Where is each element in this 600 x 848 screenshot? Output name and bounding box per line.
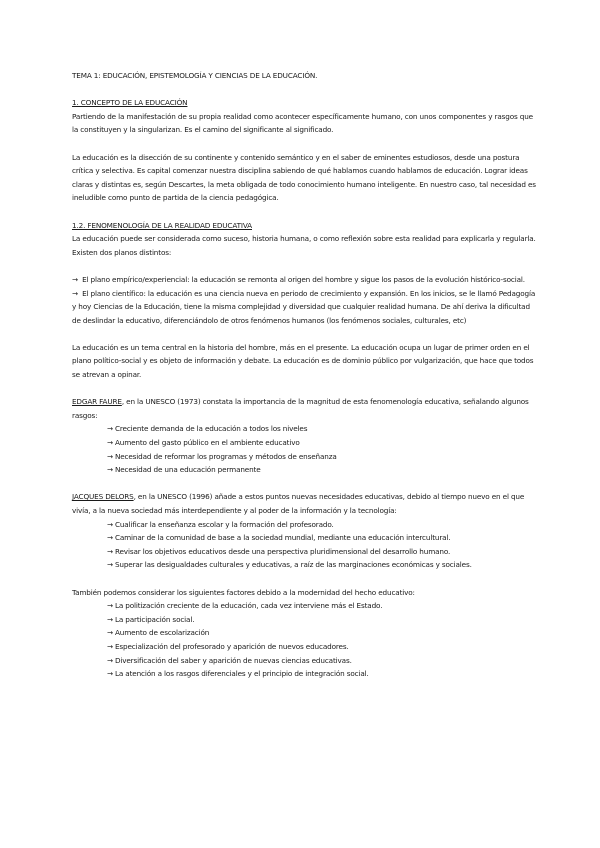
- arrow-icon: →: [107, 628, 113, 638]
- faure-paragraph: EDGAR FAURE, en la UNESCO (1973) constata la importancia de la magnitud de esta fenomenología educativa, señalando algunos rasgos:: [72, 397, 529, 420]
- plane-item: → El plano científico: la educación es una ciencia nueva en periodo de crecimiento y expansión. En los inicios, se le llamó Pedagogía y hoy Ciencias de la Educación, tiene la misma complejidad y diversidad que cualquier realidad humana. De ahí deriva la dificultad de deslindar la educativo, diferenciándolo de otros fenómenos humanos (los fenómenos sociales, culturales, etc): [72, 288, 536, 325]
- arrow-icon: →: [107, 424, 113, 434]
- arrow-icon: →: [107, 641, 113, 651]
- list-item: → La politización creciente de la educación, cada vez interviene más el Estado.: [107, 601, 383, 611]
- paragraph: La educación puede ser considerada como suceso, historia humana, o como reflexión sobre esta realidad para explicarla y regularla. Existen dos planos distintos:: [72, 234, 536, 257]
- arrow-icon: →: [72, 288, 78, 298]
- section-heading-fenomenologia: 1.2. FENOMENOLOGÍA DE LA REALIDAD EDUCATIVA: [72, 220, 252, 230]
- list-item: → Especialización del profesorado y aparición de nuevos educadores.: [107, 641, 349, 651]
- paragraph: La educación es un tema central en la historia del hombre, más en el presente. La educación ocupa un lugar de primer orden en el plano político-social y es objeto de información y debate. La educación es de dominio público por vulgarización, que hace que todos se atrevan a opinar.: [72, 342, 534, 380]
- list-item: → Caminar de la comunidad de base a la sociedad mundial, mediante una educación intercultural.: [107, 533, 451, 543]
- arrow-icon: →: [107, 669, 113, 679]
- list-item: → Revisar los objetivos educativos desde una perspectiva pluridimensional del desarrollo humano.: [107, 546, 451, 556]
- faure-list: [72, 422, 540, 476]
- arrow-icon: →: [107, 560, 113, 570]
- list-item: → Necesidad de reformar los programas y métodos de enseñanza: [107, 451, 337, 461]
- list-item: → La participación social.: [107, 614, 195, 624]
- section-heading-concepto: 1. CONCEPTO DE LA EDUCACIÓN: [72, 98, 188, 108]
- arrow-icon: →: [107, 655, 113, 665]
- plane-item: → El plano empírico/experiencial: la educación se remonta al origen del hombre y sigue los pasos de la evolución histórico-social.: [72, 274, 525, 284]
- factors-list: [72, 599, 540, 681]
- arrow-icon: →: [107, 546, 113, 556]
- arrow-icon: →: [107, 451, 113, 461]
- list-item: → Necesidad de una educación permanente: [107, 465, 261, 475]
- arrow-icon: →: [72, 274, 78, 284]
- list-item: → Aumento de escolarización: [107, 628, 210, 638]
- page-title: TEMA 1: EDUCACIÓN, EPISTEMOLOGÍA Y CIENCIAS DE LA EDUCACIÓN.: [72, 71, 318, 80]
- delors-list: [72, 518, 540, 572]
- arrow-icon: →: [107, 519, 113, 529]
- list-item: → Superar las desigualdades culturales y educativas, a raíz de las marginaciones económicas y sociales.: [107, 560, 472, 570]
- list-item: → Creciente demanda de la educación a todos los niveles: [107, 424, 308, 434]
- paragraph: La educación es la disección de su continente y contenido semántico y en el saber de eminentes estudiosos, desde una postura crítica y selectiva. Es capital comenzar nuestra disciplina sabiendo de qué hablamos cuando hablamos de educación. Lograr ideas claras y distintas es, según Descartes, la meta obligada de todo conocimiento humano inteligente. En nuestro caso, tal necesidad es ineludible como punto de partida de la ciencia pedagógica.: [72, 152, 536, 203]
- arrow-icon: →: [107, 465, 113, 475]
- author-name: EDGAR FAURE: [72, 397, 122, 407]
- list-item: → La atención a los rasgos diferenciales y el principio de integración social.: [107, 669, 369, 679]
- paragraph: Partiendo de la manifestación de su propia realidad como acontecer específicamente humano, con unos componentes y rasgos que la constituyen y la singularizan. Es el camino del significante al significado.: [72, 111, 533, 135]
- delors-paragraph: JACQUES DELORS, en la UNESCO (1996) añade a estos puntos nuevas necesidades educativas, debido al tiempo nuevo en el que vivía, a la nueva sociedad más interdependiente y al poder de la información y la tecnología:: [72, 492, 525, 515]
- list-item: → Diversificación del saber y aparición de nuevas ciencias educativas.: [107, 655, 352, 665]
- arrow-icon: →: [107, 438, 113, 448]
- arrow-icon: →: [107, 533, 113, 543]
- author-name: JACQUES DELORS: [72, 492, 134, 502]
- paragraph: También podemos considerar los siguientes factores debido a la modernidad del hecho educativo:: [72, 587, 415, 597]
- arrow-icon: →: [107, 614, 113, 624]
- list-item: → Aumento del gasto público en el ambiente educativo: [107, 438, 300, 448]
- arrow-icon: →: [107, 601, 113, 611]
- list-item: → Cualificar la enseñanza escolar y la formación del profesorado.: [107, 519, 334, 529]
